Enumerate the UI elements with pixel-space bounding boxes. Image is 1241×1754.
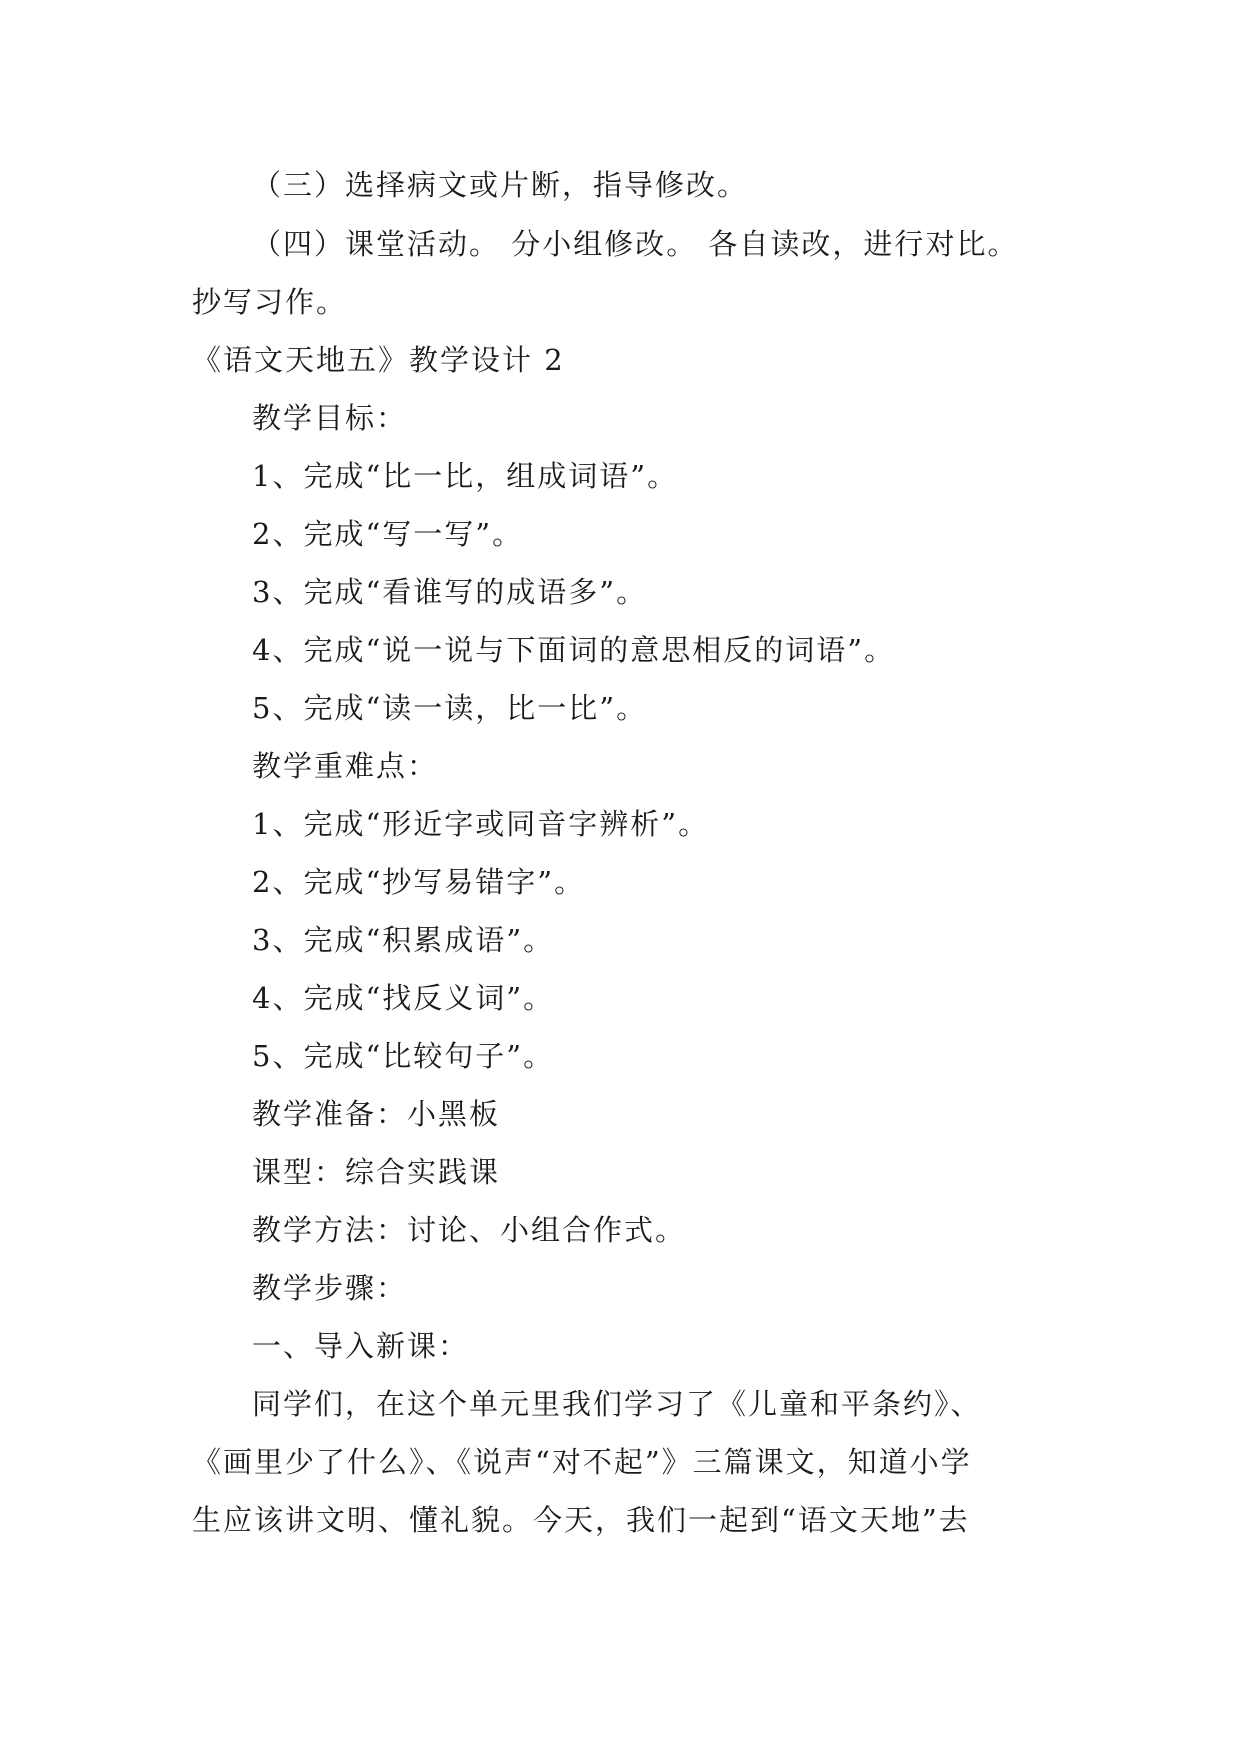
heading-line: 教学目标： [252, 401, 408, 435]
paragraph-line: 《画里少了什么》、《说声“对不起”》三篇课文，知道小学 [192, 1445, 972, 1479]
list-item: 2、完成“抄写易错字”。 [252, 865, 586, 899]
list-item: 4、完成“说一说与下面词的意思相反的词语”。 [252, 633, 896, 667]
list-item: 5、完成“比较句子”。 [252, 1039, 555, 1073]
list-item: 1、完成“形近字或同音字辨析”。 [252, 807, 710, 841]
list-item: 3、完成“积累成语”。 [252, 923, 555, 957]
list-item: 3、完成“看谁写的成语多”。 [252, 575, 648, 609]
paragraph-line: 抄写习作。 [192, 285, 348, 319]
heading-line: 一、导入新课： [252, 1329, 470, 1363]
list-item: 5、完成“读一读，比一比”。 [252, 691, 648, 725]
list-item: 2、完成“写一写”。 [252, 517, 524, 551]
section-title: 《语文天地五》教学设计 2 [192, 343, 565, 377]
paragraph-line: 教学方法：讨论、小组合作式。 [252, 1213, 687, 1247]
paragraph-line: 同学们，在这个单元里我们学习了《儿童和平条约》、 [252, 1387, 982, 1421]
paragraph-line: 课型：综合实践课 [252, 1155, 501, 1189]
paragraph-line: 生应该讲文明、懂礼貌。今天，我们一起到“语文天地”去 [192, 1503, 970, 1537]
paragraph-line: （四）课堂活动。 分小组修改。 各自读改，进行对比。 [252, 227, 1019, 261]
paragraph-line: （三）选择病文或片断，指导修改。 [252, 168, 749, 202]
heading-line: 教学步骤： [252, 1271, 408, 1305]
paragraph-line: 教学准备：小黑板 [252, 1097, 501, 1131]
list-item: 1、完成“比一比，组成词语”。 [252, 459, 679, 493]
list-item: 4、完成“找反义词”。 [252, 981, 555, 1015]
heading-line: 教学重难点： [252, 749, 439, 783]
